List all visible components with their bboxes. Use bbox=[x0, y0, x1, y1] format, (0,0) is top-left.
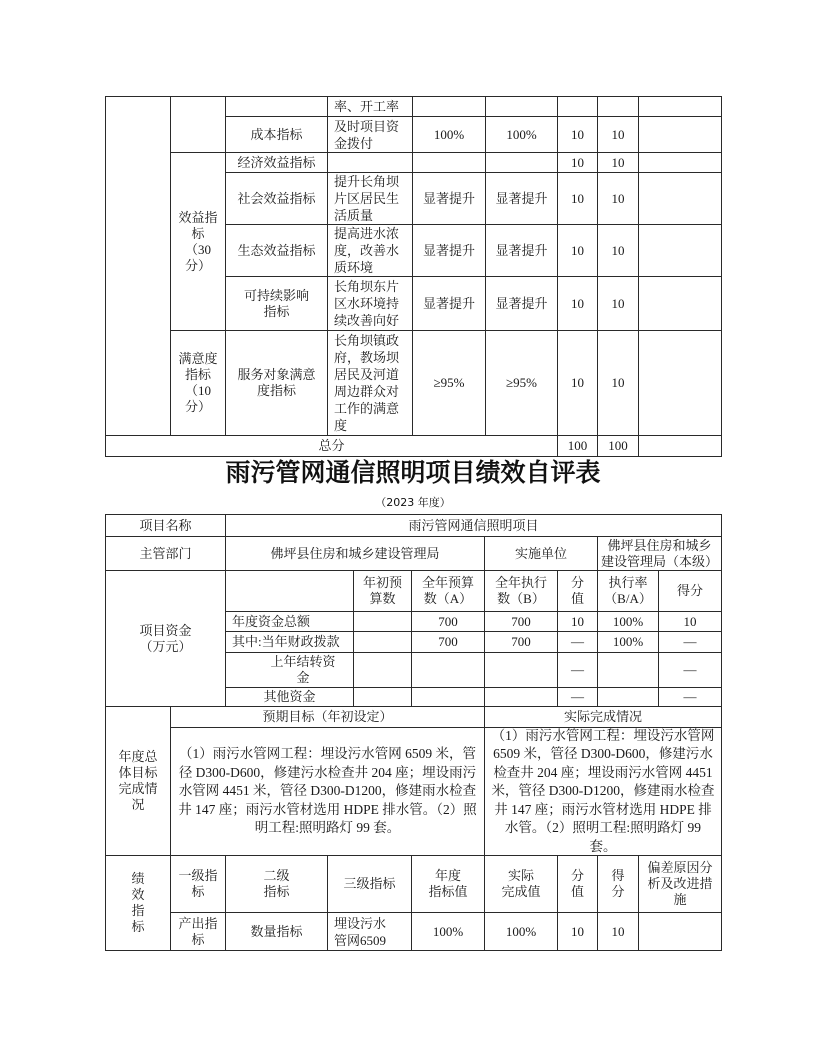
level3-indicator-cell: 提高进水浓度，改善水质环境 bbox=[328, 225, 413, 277]
funds-annual-budget: 700 bbox=[412, 612, 485, 632]
total-score: 100 bbox=[598, 436, 639, 457]
level3-indicator-cell: 率、开工率 bbox=[328, 97, 413, 117]
level3-indicator-cell: 长角坝东片区水环境持续改善向好 bbox=[328, 277, 413, 331]
level2-indicator-cell: 成本指标 bbox=[226, 117, 328, 153]
target-value-cell bbox=[413, 153, 486, 173]
header-annual-target: 年度 指标值 bbox=[412, 856, 485, 913]
score-cell: 10 bbox=[598, 117, 639, 153]
funds-header-weight: 分 值 bbox=[558, 571, 598, 612]
department-label: 主管部门 bbox=[106, 537, 226, 571]
level3-indicator-cell bbox=[328, 153, 413, 173]
level3-indicator-cell: 长角坝镇政府，教场坝居民及河道周边群众对工作的满意度 bbox=[328, 331, 413, 436]
funds-score: — bbox=[659, 632, 722, 653]
funds-initial-budget bbox=[354, 632, 412, 653]
level3-indicator-cell: 提升长角坝片区居民生活质量 bbox=[328, 173, 413, 225]
funds-weight: — bbox=[558, 688, 598, 707]
funds-annual-execution: 700 bbox=[485, 612, 558, 632]
funds-header-annual-execution: 全年执行 数（B） bbox=[485, 571, 558, 612]
header-score: 得 分 bbox=[598, 856, 639, 913]
funds-row-label: 其他资金 bbox=[226, 688, 354, 707]
project-funds-label: 项目资金 （万元） bbox=[106, 571, 226, 707]
level2-indicator-cell: 经济效益指标 bbox=[226, 153, 328, 173]
expected-goals-header: 预期目标（年初设定） bbox=[171, 707, 485, 728]
remark-cell bbox=[639, 173, 722, 225]
remark-cell bbox=[639, 153, 722, 173]
actual-completion-text: （1）雨污水管网工程：埋设污水管网 6509 米，管径 D300-D600，修建污水检查井 204 座；埋设雨污水管网 4451 米，管径 D300-D1200，修建雨水检查井 147 座；雨污水管材选用 HDPE 排水管。（2）照明工程:照明路灯 99 套。 bbox=[485, 728, 722, 856]
score-cell: 10 bbox=[598, 173, 639, 225]
funds-initial-budget bbox=[354, 612, 412, 632]
performance-indicators-label: 绩 效 指 标 bbox=[106, 856, 171, 951]
level3-indicator-cell: 及时项目资金拨付 bbox=[328, 117, 413, 153]
target-value-cell: 显著提升 bbox=[413, 225, 486, 277]
funds-row-label: 其中:当年财政拨款 bbox=[226, 632, 354, 653]
level3-indicator-cell: 埋设污水 管网6509 bbox=[328, 913, 412, 951]
level1-indicator-cell bbox=[171, 97, 226, 153]
continued-indicator-table bbox=[105, 96, 722, 457]
funds-execution-rate bbox=[598, 653, 659, 688]
score-cell: 10 bbox=[598, 913, 639, 951]
department-value: 佛坪县住房和城乡建设管理局 bbox=[226, 537, 485, 571]
actual-value-cell: ≥95% bbox=[486, 331, 558, 436]
funds-score: — bbox=[659, 688, 722, 707]
level1-satisfaction-indicator: 满意度 指标 （10 分） bbox=[171, 331, 226, 436]
funds-header-execution-rate: 执行率 （B/A） bbox=[598, 571, 659, 612]
funds-header-blank bbox=[226, 571, 354, 612]
target-value-cell: ≥95% bbox=[413, 331, 486, 436]
funds-weight: 10 bbox=[558, 612, 598, 632]
weight-cell: 10 bbox=[558, 913, 598, 951]
actual-value-cell bbox=[486, 153, 558, 173]
weight-cell: 10 bbox=[558, 117, 598, 153]
score-cell: 10 bbox=[598, 331, 639, 436]
funds-annual-budget bbox=[412, 688, 485, 707]
funds-header-score: 得分 bbox=[659, 571, 722, 612]
expected-goals-text: （1）雨污水管网工程：埋设污水管网 6509 米，管径 D300-D600，修建污水检查井 204 座；埋设雨污水管网 4451 米，管径 D300-D1200，修建雨水检查井 147 座；雨污水管材选用 HDPE 排水管。（2）照明工程:照明路灯 99 套。 bbox=[171, 728, 485, 856]
funds-annual-execution: 700 bbox=[485, 632, 558, 653]
score-cell: 10 bbox=[598, 225, 639, 277]
score-cell: 10 bbox=[598, 153, 639, 173]
annual-goals-label: 年度总 体目标 完成情 况 bbox=[106, 707, 171, 856]
level2-indicator-cell: 数量指标 bbox=[226, 913, 328, 951]
remark-cell bbox=[639, 225, 722, 277]
header-weight: 分 值 bbox=[558, 856, 598, 913]
actual-value-cell: 显著提升 bbox=[486, 277, 558, 331]
weight-cell: 10 bbox=[558, 153, 598, 173]
actual-value-cell: 100% bbox=[486, 117, 558, 153]
funds-initial-budget bbox=[354, 653, 412, 688]
total-weight: 100 bbox=[558, 436, 598, 457]
funds-header-initial-budget: 年初预 算数 bbox=[354, 571, 412, 612]
page-subtitle-year: （2023 年度） bbox=[375, 496, 451, 509]
target-value-cell: 显著提升 bbox=[413, 173, 486, 225]
self-evaluation-table bbox=[105, 514, 722, 951]
actual-completion-header: 实际完成情况 bbox=[485, 707, 722, 728]
weight-cell: 10 bbox=[558, 225, 598, 277]
funds-execution-rate: 100% bbox=[598, 632, 659, 653]
actual-value-cell: 显著提升 bbox=[486, 225, 558, 277]
total-label: 总分 bbox=[106, 436, 558, 457]
funds-score: — bbox=[659, 653, 722, 688]
funds-execution-rate bbox=[598, 688, 659, 707]
remark-cell bbox=[639, 277, 722, 331]
level2-indicator-cell: 服务对象满意 度指标 bbox=[226, 331, 328, 436]
header-deviation-analysis: 偏差原因分 析及改进措 施 bbox=[639, 856, 722, 913]
funds-score: 10 bbox=[659, 612, 722, 632]
weight-cell: 10 bbox=[558, 277, 598, 331]
funds-row-label: 年度资金总额 bbox=[226, 612, 354, 632]
target-value-cell: 显著提升 bbox=[413, 277, 486, 331]
remark-cell bbox=[639, 913, 722, 951]
implementing-unit-label: 实施单位 bbox=[485, 537, 598, 571]
project-name-value: 雨污管网通信照明项目 bbox=[226, 515, 722, 537]
funds-annual-execution bbox=[485, 688, 558, 707]
level2-indicator-cell bbox=[226, 97, 328, 117]
implementing-unit-value: 佛坪县住房和城乡 建设管理局（本级） bbox=[598, 537, 722, 571]
funds-header-annual-budget: 全年预算 数（A） bbox=[412, 571, 485, 612]
funds-initial-budget bbox=[354, 688, 412, 707]
actual-value-cell: 100% bbox=[485, 913, 558, 951]
level2-indicator-cell: 社会效益指标 bbox=[226, 173, 328, 225]
header-actual-value: 实际 完成值 bbox=[485, 856, 558, 913]
funds-annual-budget bbox=[412, 653, 485, 688]
funds-annual-budget: 700 bbox=[412, 632, 485, 653]
funds-weight: — bbox=[558, 653, 598, 688]
remark-cell bbox=[639, 97, 722, 117]
weight-cell: 10 bbox=[558, 331, 598, 436]
actual-value-cell: 显著提升 bbox=[486, 173, 558, 225]
level2-indicator-cell: 生态效益指标 bbox=[226, 225, 328, 277]
score-cell bbox=[598, 97, 639, 117]
weight-cell: 10 bbox=[558, 173, 598, 225]
level1-indicator-cell: 产出指 标 bbox=[171, 913, 226, 951]
level2-indicator-cell: 可持续影响 指标 bbox=[226, 277, 328, 331]
target-value-cell: 100% bbox=[412, 913, 485, 951]
target-value-cell: 100% bbox=[413, 117, 486, 153]
header-level2-indicator: 二级 指标 bbox=[226, 856, 328, 913]
remark-cell bbox=[639, 331, 722, 436]
actual-value-cell bbox=[486, 97, 558, 117]
weight-cell bbox=[558, 97, 598, 117]
performance-indicator-label-cell bbox=[106, 97, 171, 436]
score-cell: 10 bbox=[598, 277, 639, 331]
funds-annual-execution bbox=[485, 653, 558, 688]
header-level1-indicator: 一级指 标 bbox=[171, 856, 226, 913]
total-remark bbox=[639, 436, 722, 457]
funds-weight: — bbox=[558, 632, 598, 653]
header-level3-indicator: 三级指标 bbox=[328, 856, 412, 913]
project-name-label: 项目名称 bbox=[106, 515, 226, 537]
funds-execution-rate: 100% bbox=[598, 612, 659, 632]
remark-cell bbox=[639, 117, 722, 153]
target-value-cell bbox=[413, 97, 486, 117]
page-title: 雨污管网通信照明项目绩效自评表 bbox=[225, 458, 601, 487]
level1-benefit-indicator: 效益指 标 （30 分） bbox=[171, 153, 226, 331]
funds-row-label: 上年结转资 金 bbox=[226, 653, 354, 688]
